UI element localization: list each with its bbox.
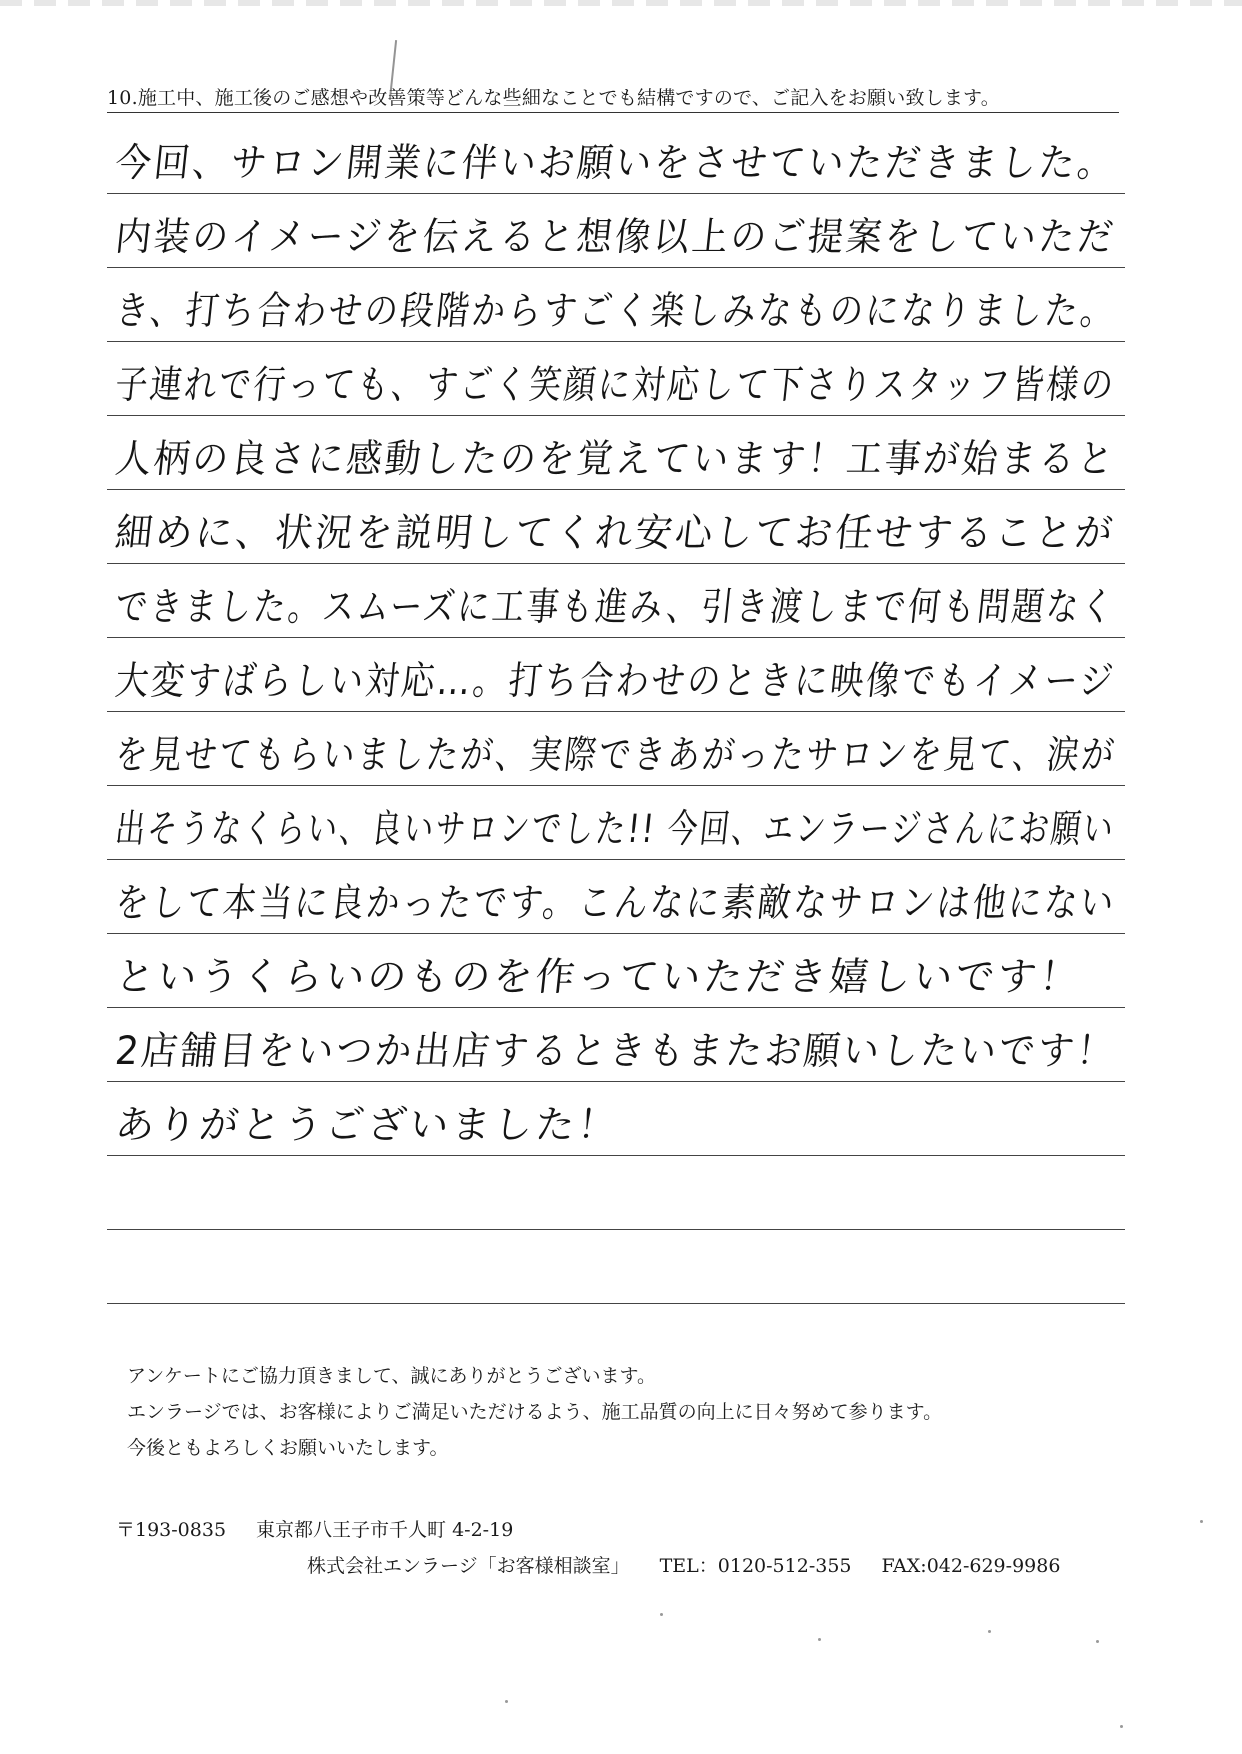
answer-line	[107, 564, 1125, 638]
answer-line	[107, 268, 1125, 342]
handwritten-text: できました。スムーズに工事も進み、引き渡しまで何も問題なく	[113, 585, 1118, 630]
question-10-text: 10.施工中、施工後のご感想や改善策等どんな些細なことでも結構ですので、ご記入をお願い致します。	[107, 86, 1119, 113]
street-address: 東京都八王子市千人町 4-2-19	[256, 1519, 514, 1541]
handwritten-text: き、打ち合わせの段階からすごく楽しみなものになりました。	[113, 289, 1119, 334]
answer-line	[107, 1082, 1125, 1156]
answer-line	[107, 120, 1125, 194]
phone-number: TEL：0120-512-355	[659, 1555, 852, 1577]
thank-you-line: 今後ともよろしくお願いいたします。	[127, 1437, 449, 1459]
handwritten-text: 内装のイメージを伝えると想像以上のご提案をしていただ	[113, 215, 1119, 260]
scan-speck	[1200, 1520, 1203, 1523]
handwritten-text: をして本当に良かったです。こんなに素敵なサロンは他にない	[113, 881, 1119, 926]
scan-speck	[660, 1613, 663, 1616]
scan-speck	[988, 1630, 991, 1633]
handwritten-text: 人柄の良さに感動したのを覚えています！工事が始まると	[113, 437, 1119, 482]
thank-you-message	[127, 1358, 942, 1466]
handwritten-text: ありがとうございました！	[113, 1103, 622, 1148]
scan-edge-artifact	[0, 0, 1242, 6]
handwritten-text: を見せてもらいましたが、実際できあがったサロンを見て、涙が	[113, 733, 1119, 778]
thank-you-line: アンケートにご協力頂きまして、誠にありがとうございます。	[127, 1365, 656, 1387]
answer-line	[107, 1008, 1125, 1082]
postal-code: 〒193-0835	[116, 1519, 227, 1541]
scan-speck	[1120, 1725, 1123, 1728]
handwritten-text: 今回、サロン開業に伴いお願いをさせていただきました。	[113, 141, 1119, 186]
answer-line	[107, 490, 1125, 564]
handwritten-answer-area	[107, 120, 1125, 1304]
thank-you-line: エンラージでは、お客様によりご満足いただけるよう、施工品質の向上に日々努めて参ります。	[127, 1401, 943, 1423]
handwritten-text: というくらいのものを作っていただき嬉しいです！	[113, 955, 1084, 1000]
answer-line	[107, 638, 1125, 712]
fax-number: FAX:042-629-9986	[881, 1555, 1061, 1577]
answer-line	[107, 860, 1125, 934]
handwritten-text: 大変すばらしい対応…。打ち合わせのときに映像でもイメージ	[113, 659, 1118, 704]
company-name: 株式会社エンラージ「お客様相談室」	[307, 1555, 630, 1577]
scan-speck	[818, 1638, 821, 1641]
handwritten-text: 細めに、状況を説明してくれ安心してお任せすることが	[113, 511, 1118, 556]
answer-line	[107, 1156, 1125, 1230]
handwritten-text: 子連れで行っても、すごく笑顔に対応して下さりスタッフ皆様の	[113, 363, 1118, 408]
company-address-block	[116, 1512, 1060, 1584]
answer-line	[107, 934, 1125, 1008]
answer-line	[107, 712, 1125, 786]
scan-speck	[505, 1700, 508, 1703]
answer-line	[107, 416, 1125, 490]
handwritten-text: 2店舗目をいつか出店するときもまたお願いしたいです！	[113, 1029, 1119, 1074]
handwritten-text: 出そうなくらい、良いサロンでした!! 今回、エンラージさんにお願い	[113, 807, 1118, 852]
scan-speck	[1096, 1640, 1099, 1643]
answer-line	[107, 342, 1125, 416]
answer-line	[107, 786, 1125, 860]
answer-line	[107, 1230, 1125, 1304]
answer-line	[107, 194, 1125, 268]
